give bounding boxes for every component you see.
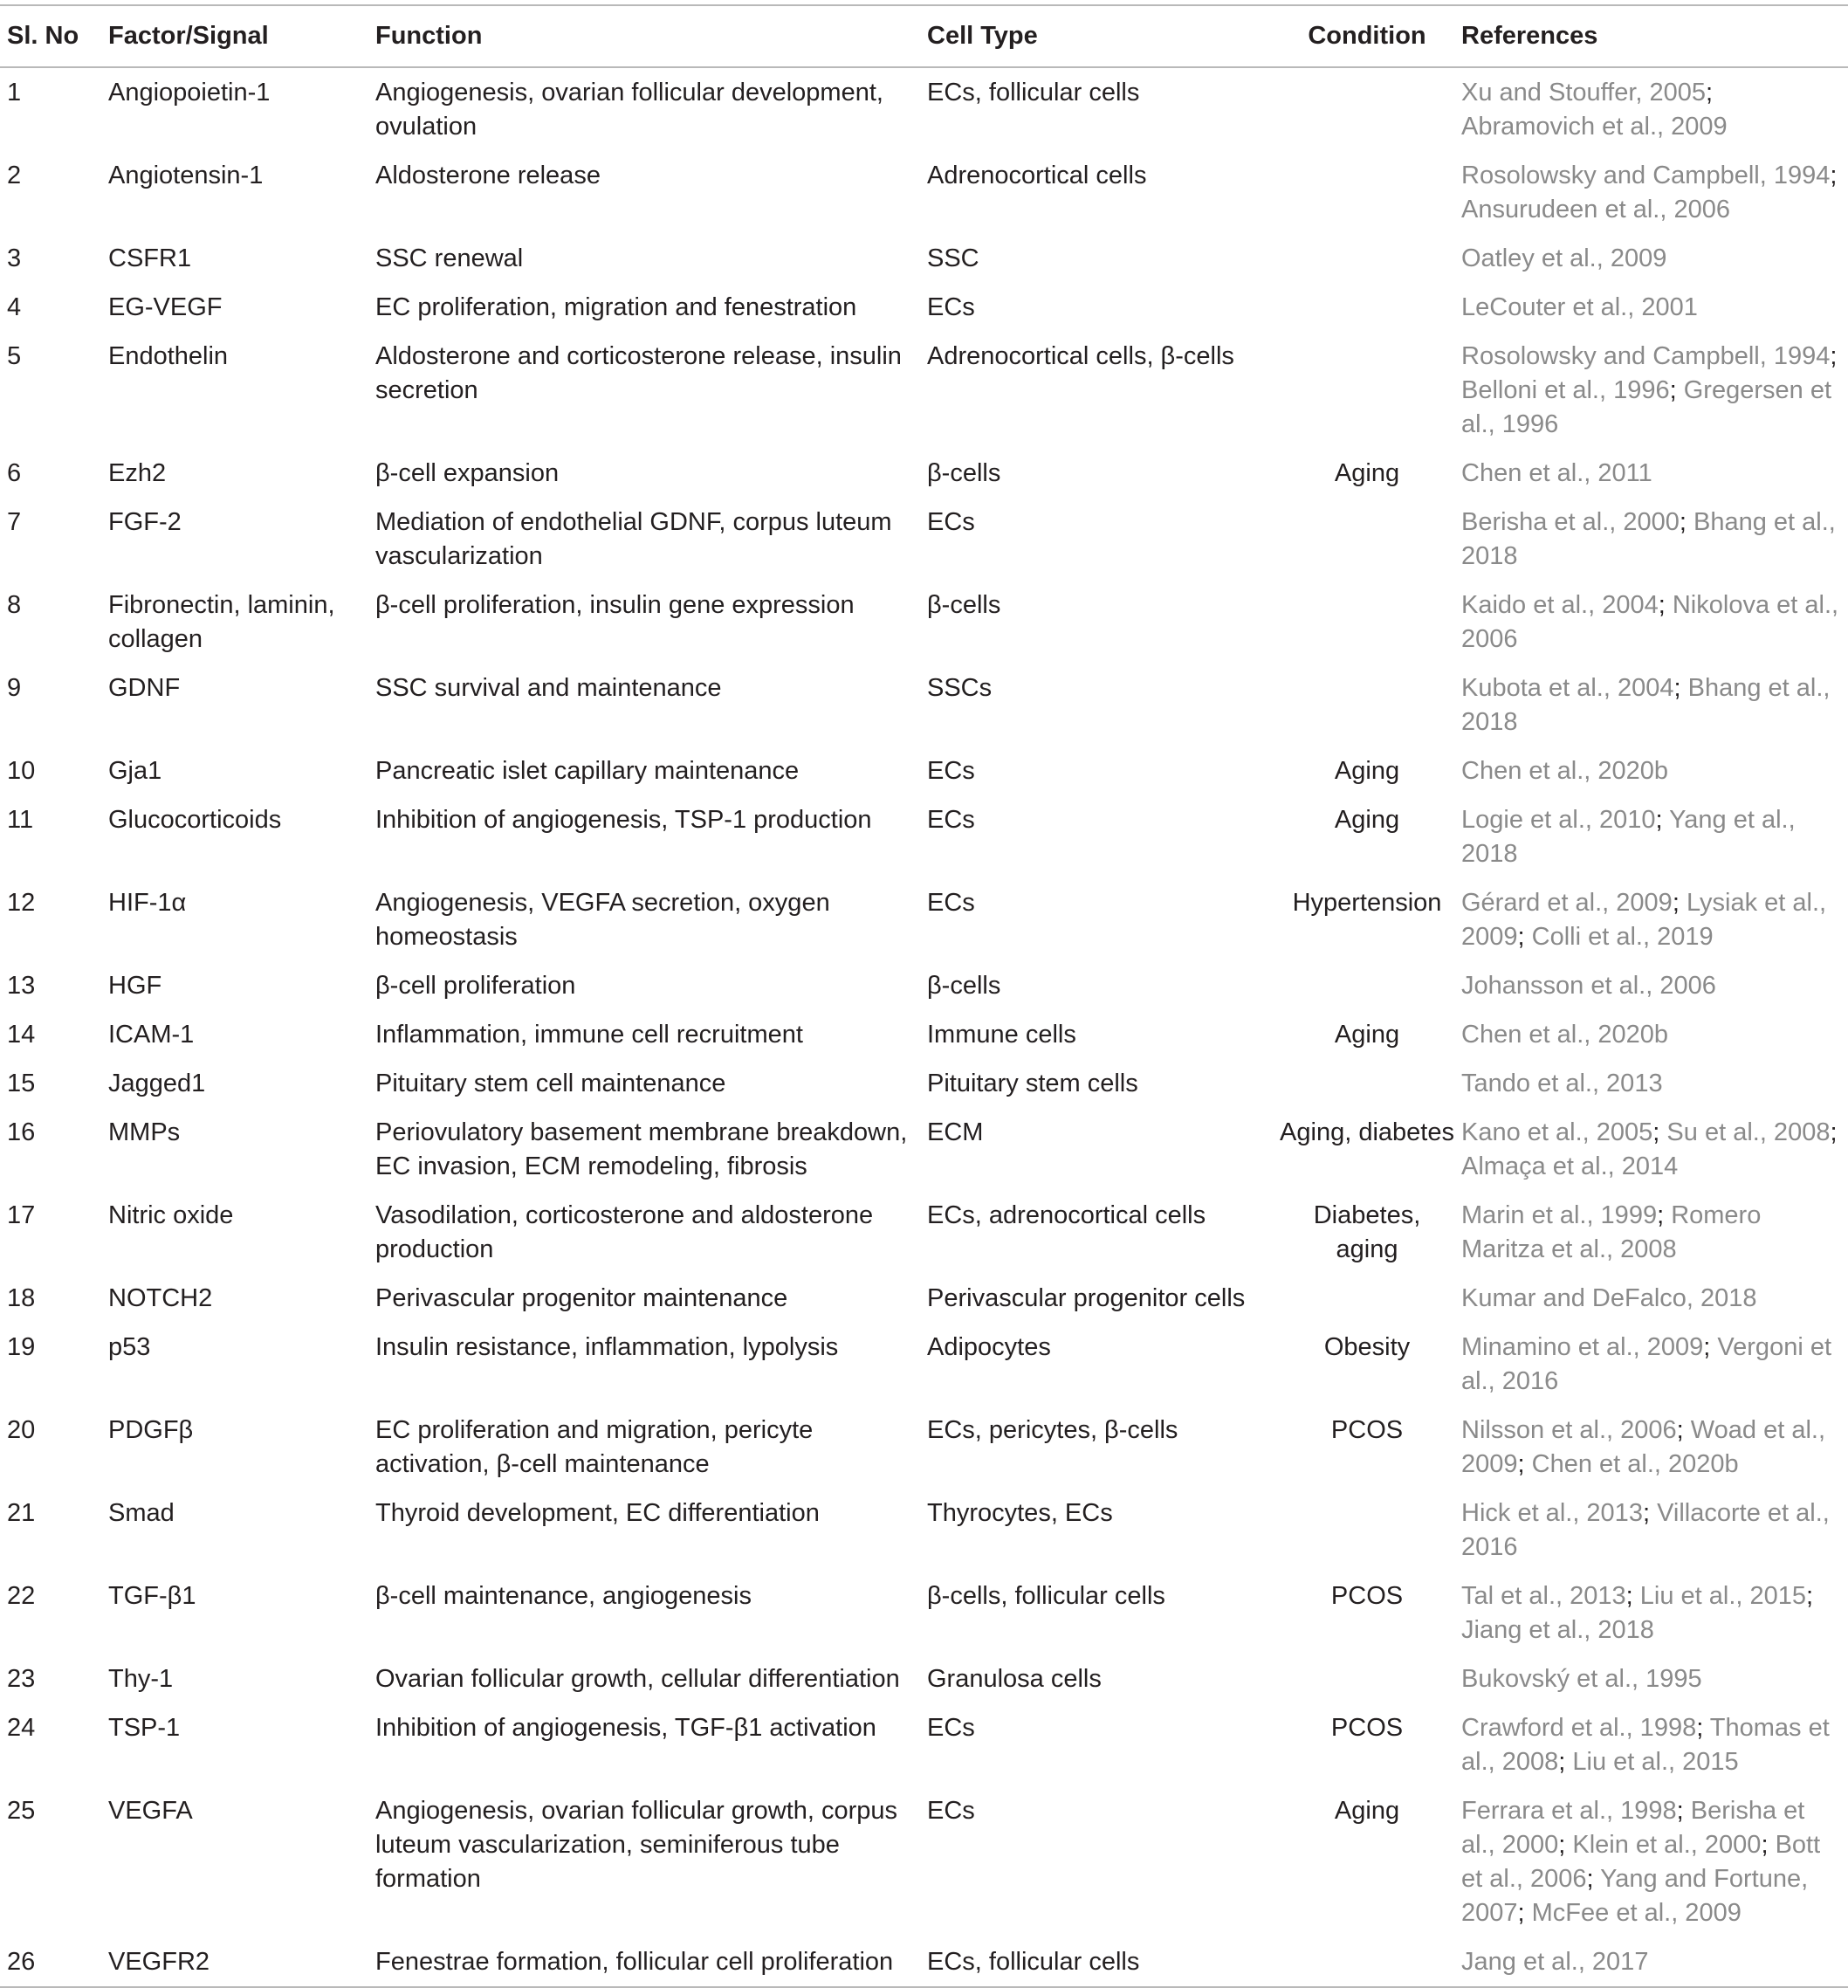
table-row xyxy=(0,961,1848,1010)
cell-sl-no: 18 xyxy=(7,1284,36,1312)
reference-separator: ; xyxy=(1676,1797,1691,1825)
reference-link[interactable]: Bukovský et al., 1995 xyxy=(1461,1665,1702,1693)
reference-link[interactable]: Lysiak et al., 2009 xyxy=(1461,889,1827,951)
table-row xyxy=(0,1274,1848,1323)
cell-condition xyxy=(1280,67,1454,151)
cell-cell-type: ECs xyxy=(927,293,975,321)
cell-references xyxy=(1454,1937,1848,1987)
cell-sl-no: 2 xyxy=(7,162,22,189)
cell-factor-signal: CSFR1 xyxy=(108,244,192,272)
table-row xyxy=(0,1703,1848,1786)
cell-condition: Hypertension xyxy=(1292,889,1442,917)
cell-references xyxy=(1454,449,1848,498)
cell-sl-no: 10 xyxy=(7,757,36,785)
cell-cell-type: ECs xyxy=(927,806,975,834)
table-row xyxy=(0,332,1848,449)
table-row xyxy=(0,1010,1848,1059)
cell-function: Mediation of endothelial GDNF, corpus luteum vascularization xyxy=(375,508,892,570)
cell-function: Inhibition of angiogenesis, TSP-1 production xyxy=(375,806,872,834)
reference-separator: ; xyxy=(1703,1333,1718,1361)
table-row xyxy=(0,746,1848,795)
table-row xyxy=(0,1059,1848,1108)
cell-cell-type: ECs, adrenocortical cells xyxy=(927,1201,1206,1229)
cell-condition: Aging xyxy=(1334,806,1400,834)
cell-cell-type: ECs xyxy=(927,1714,975,1742)
cell-factor-signal: PDGFβ xyxy=(108,1416,194,1444)
reference-link[interactable]: Rosolowsky and Campbell, 1994 xyxy=(1461,342,1831,370)
cell-sl-no: 7 xyxy=(7,508,22,536)
cell-factor-signal: Jagged1 xyxy=(108,1070,206,1097)
reference-separator: ; xyxy=(1806,1582,1814,1610)
cell-function: SSC renewal xyxy=(375,244,524,272)
reference-link[interactable]: Almaça et al., 2014 xyxy=(1461,1152,1679,1180)
reference-link[interactable]: Jang et al., 2017 xyxy=(1461,1948,1649,1976)
cell-cell-type: ECs xyxy=(927,889,975,917)
table-row xyxy=(0,1108,1848,1191)
reference-link[interactable]: Bhang et al., 2018 xyxy=(1461,674,1831,736)
cell-cell-type: ECs xyxy=(927,757,975,785)
reference-separator: ; xyxy=(1517,923,1532,951)
cell-cell-type: Adrenocortical cells xyxy=(927,162,1147,189)
cell-function: Vasodilation, corticosterone and aldosterone production xyxy=(375,1201,874,1263)
reference-separator: ; xyxy=(1558,1831,1573,1859)
reference-separator: ; xyxy=(1761,1831,1776,1859)
header-row xyxy=(0,5,1848,67)
reference-link[interactable]: Kano et al., 2005 xyxy=(1461,1118,1653,1146)
cell-function: Aldosterone and corticosterone release, insulin secretion xyxy=(375,342,902,404)
reference-link[interactable]: Chen et al., 2020b xyxy=(1531,1450,1739,1478)
reference-link[interactable]: Berisha et al., 2000 xyxy=(1461,508,1680,536)
cell-sl-no: 21 xyxy=(7,1499,36,1527)
cell-factor-signal: ICAM-1 xyxy=(108,1021,195,1049)
reference-link[interactable]: Villacorte et al., 2016 xyxy=(1461,1499,1830,1561)
cell-factor-signal: Fibronectin, laminin, collagen xyxy=(108,591,335,653)
reference-link[interactable]: Abramovich et al., 2009 xyxy=(1461,113,1728,141)
reference-link[interactable]: Ansurudeen et al., 2006 xyxy=(1461,196,1730,224)
reference-link[interactable]: Yang and Fortune, 2007 xyxy=(1461,1865,1809,1927)
cell-condition xyxy=(1280,581,1454,664)
cell-condition: Aging xyxy=(1334,1021,1400,1049)
cell-condition: Obesity xyxy=(1323,1333,1411,1361)
reference-link[interactable]: Chen et al., 2020b xyxy=(1461,1021,1669,1049)
cell-references xyxy=(1454,1786,1848,1937)
factor-signal-table xyxy=(0,4,1848,1988)
reference-separator: ; xyxy=(1830,1118,1838,1146)
cell-function: Ovarian follicular growth, cellular differentiation xyxy=(375,1665,900,1693)
cell-condition: Aging xyxy=(1334,459,1400,487)
table-row xyxy=(0,1489,1848,1572)
cell-cell-type: Immune cells xyxy=(927,1021,1076,1049)
cell-cell-type: β-cells xyxy=(927,459,1001,487)
cell-condition xyxy=(1280,1489,1454,1572)
reference-link[interactable]: Marin et al., 1999 xyxy=(1461,1201,1658,1229)
reference-link[interactable]: Belloni et al., 1996 xyxy=(1461,376,1670,404)
reference-link[interactable]: Bott et al., 2006 xyxy=(1461,1831,1821,1893)
cell-cell-type: ECs xyxy=(927,1797,975,1825)
reference-link[interactable]: Yang et al., 2018 xyxy=(1461,806,1796,868)
reference-separator: ; xyxy=(1830,342,1838,370)
cell-factor-signal: MMPs xyxy=(108,1118,181,1146)
reference-link[interactable]: Gérard et al., 2009 xyxy=(1461,889,1673,917)
reference-link[interactable]: Woad et al., 2009 xyxy=(1461,1416,1825,1478)
cell-condition xyxy=(1280,1937,1454,1987)
reference-separator: ; xyxy=(1658,591,1673,619)
reference-separator: ; xyxy=(1696,1714,1710,1742)
table-row xyxy=(0,1406,1848,1489)
cell-factor-signal: Glucocorticoids xyxy=(108,806,282,834)
table-row xyxy=(0,1191,1848,1274)
cell-cell-type: ECM xyxy=(927,1118,984,1146)
reference-separator: ; xyxy=(1517,1899,1532,1927)
cell-condition: PCOS xyxy=(1330,1416,1404,1444)
header-condition: Condition xyxy=(1308,22,1426,50)
reference-separator: ; xyxy=(1586,1865,1601,1893)
cell-condition: Aging, diabetes xyxy=(1280,1118,1454,1146)
cell-references xyxy=(1454,67,1848,151)
cell-cell-type: ECs, pericytes, β-cells xyxy=(927,1416,1178,1444)
table-row xyxy=(0,1572,1848,1654)
cell-function: β-cell expansion xyxy=(375,459,560,487)
cell-sl-no: 19 xyxy=(7,1333,36,1361)
cell-references xyxy=(1454,1572,1848,1654)
cell-condition xyxy=(1280,151,1454,234)
table-row xyxy=(0,283,1848,332)
cell-condition xyxy=(1280,1274,1454,1323)
cell-sl-no: 4 xyxy=(7,293,22,321)
cell-condition: PCOS xyxy=(1330,1714,1404,1742)
cell-function: Perivascular progenitor maintenance xyxy=(375,1284,788,1312)
header-sl-no: Sl. No xyxy=(7,22,79,50)
cell-sl-no: 13 xyxy=(7,972,36,1000)
cell-factor-signal: VEGFA xyxy=(108,1797,193,1825)
cell-function: Inflammation, immune cell recruitment xyxy=(375,1021,803,1049)
cell-references xyxy=(1454,1489,1848,1572)
cell-references xyxy=(1454,1703,1848,1786)
table-header xyxy=(0,5,1848,67)
reference-separator: ; xyxy=(1676,1416,1691,1444)
cell-references xyxy=(1454,498,1848,581)
cell-sl-no: 8 xyxy=(7,591,22,619)
cell-references xyxy=(1454,1191,1848,1274)
table-row xyxy=(0,1654,1848,1703)
reference-separator: ; xyxy=(1642,1499,1658,1527)
cell-sl-no: 12 xyxy=(7,889,36,917)
reference-link[interactable]: Kaido et al., 2004 xyxy=(1461,591,1659,619)
reference-link[interactable]: Berisha et al., 2000 xyxy=(1461,1797,1805,1859)
reference-link[interactable]: Thomas et al., 2008 xyxy=(1461,1714,1830,1776)
table-row xyxy=(0,795,1848,878)
cell-function: β-cell maintenance, angiogenesis xyxy=(375,1582,752,1610)
cell-factor-signal: Smad xyxy=(108,1499,175,1527)
reference-link[interactable]: Nikolova et al., 2006 xyxy=(1461,591,1839,653)
cell-sl-no: 26 xyxy=(7,1948,36,1976)
cell-sl-no: 25 xyxy=(7,1797,36,1825)
reference-separator: ; xyxy=(1657,1201,1672,1229)
cell-cell-type: β-cells xyxy=(927,972,1001,1000)
reference-link[interactable]: McFee et al., 2009 xyxy=(1531,1899,1742,1927)
cell-factor-signal: Angiotensin-1 xyxy=(108,162,264,189)
table-body xyxy=(0,67,1848,1987)
cell-condition xyxy=(1280,283,1454,332)
cell-function: Pancreatic islet capillary maintenance xyxy=(375,757,800,785)
cell-references xyxy=(1454,1059,1848,1108)
cell-condition xyxy=(1280,234,1454,283)
table-row xyxy=(0,67,1848,151)
cell-cell-type: ECs xyxy=(927,508,975,536)
cell-references xyxy=(1454,234,1848,283)
reference-link[interactable]: Tal et al., 2013 xyxy=(1461,1582,1626,1610)
cell-factor-signal: HGF xyxy=(108,972,162,1000)
cell-sl-no: 11 xyxy=(7,806,34,834)
header-cell-type: Cell Type xyxy=(927,22,1038,50)
cell-factor-signal: FGF-2 xyxy=(108,508,182,536)
header-factor-signal: Factor/Signal xyxy=(108,22,269,50)
cell-references xyxy=(1454,1108,1848,1191)
table-row xyxy=(0,449,1848,498)
cell-function: Angiogenesis, ovarian follicular development, ovulation xyxy=(375,79,883,141)
cell-condition: Aging xyxy=(1334,1797,1400,1825)
cell-references xyxy=(1454,961,1848,1010)
cell-factor-signal: Endothelin xyxy=(108,342,229,370)
reference-link[interactable]: Liu et al., 2015 xyxy=(1572,1748,1739,1776)
cell-sl-no: 17 xyxy=(7,1201,36,1229)
table-row xyxy=(0,234,1848,283)
reference-separator: ; xyxy=(1673,674,1688,702)
cell-condition: PCOS xyxy=(1330,1582,1404,1610)
reference-link[interactable]: Ferrara et al., 1998 xyxy=(1461,1797,1677,1825)
cell-factor-signal: Gja1 xyxy=(108,757,162,785)
reference-separator: ; xyxy=(1830,162,1838,189)
table-row xyxy=(0,664,1848,746)
cell-factor-signal: GDNF xyxy=(108,674,181,702)
reference-link[interactable]: Romero Maritza et al., 2008 xyxy=(1461,1201,1762,1263)
cell-cell-type: ECs, follicular cells xyxy=(927,1948,1140,1976)
cell-sl-no: 24 xyxy=(7,1714,36,1742)
cell-references xyxy=(1454,151,1848,234)
cell-sl-no: 16 xyxy=(7,1118,36,1146)
reference-link[interactable]: Colli et al., 2019 xyxy=(1531,923,1714,951)
reference-separator: ; xyxy=(1652,1118,1667,1146)
reference-separator: ; xyxy=(1655,806,1670,834)
cell-function: EC proliferation, migration and fenestration xyxy=(375,293,857,321)
cell-function: Thyroid development, EC differentiation xyxy=(375,1499,820,1527)
cell-references xyxy=(1454,1274,1848,1323)
reference-separator: ; xyxy=(1669,376,1684,404)
header-function: Function xyxy=(375,22,483,50)
reference-link[interactable]: Vergoni et al., 2016 xyxy=(1461,1333,1832,1395)
cell-factor-signal: HIF-1α xyxy=(108,889,187,917)
reference-separator: ; xyxy=(1517,1450,1532,1478)
reference-link[interactable]: Klein et al., 2000 xyxy=(1572,1831,1762,1859)
cell-cell-type: Adipocytes xyxy=(927,1333,1051,1361)
cell-sl-no: 9 xyxy=(7,674,22,702)
cell-cell-type: ECs, follicular cells xyxy=(927,79,1140,107)
table-row xyxy=(0,1937,1848,1987)
cell-factor-signal: VEGFR2 xyxy=(108,1948,210,1976)
reference-link[interactable]: Logie et al., 2010 xyxy=(1461,806,1656,834)
cell-cell-type: Adrenocortical cells, β-cells xyxy=(927,342,1234,370)
table-row xyxy=(0,878,1848,961)
reference-separator: ; xyxy=(1625,1582,1640,1610)
cell-references xyxy=(1454,1323,1848,1406)
cell-condition xyxy=(1280,332,1454,449)
cell-factor-signal: Nitric oxide xyxy=(108,1201,234,1229)
cell-references xyxy=(1454,746,1848,795)
cell-references xyxy=(1454,283,1848,332)
cell-references xyxy=(1454,664,1848,746)
reference-link[interactable]: Oatley et al., 2009 xyxy=(1461,244,1667,272)
reference-link[interactable]: Chen et al., 2011 xyxy=(1461,459,1652,487)
cell-factor-signal: TGF-β1 xyxy=(108,1582,196,1610)
reference-link[interactable]: Crawford et al., 1998 xyxy=(1461,1714,1697,1742)
cell-references xyxy=(1454,581,1848,664)
cell-condition xyxy=(1280,961,1454,1010)
table-row xyxy=(0,1786,1848,1937)
table-row xyxy=(0,498,1848,581)
reference-separator: ; xyxy=(1672,889,1687,917)
cell-references xyxy=(1454,878,1848,961)
cell-factor-signal: Angiopoietin-1 xyxy=(108,79,271,107)
reference-link[interactable]: Bhang et al., 2018 xyxy=(1461,508,1836,570)
reference-link[interactable]: Liu et al., 2015 xyxy=(1639,1582,1807,1610)
cell-sl-no: 15 xyxy=(7,1070,36,1097)
cell-function: Pituitary stem cell maintenance xyxy=(375,1070,726,1097)
cell-function: Aldosterone release xyxy=(375,162,601,189)
cell-factor-signal: EG-VEGF xyxy=(108,293,223,321)
cell-references xyxy=(1454,332,1848,449)
cell-factor-signal: p53 xyxy=(108,1333,151,1361)
cell-function: Fenestrae formation, follicular cell proliferation xyxy=(375,1948,894,1976)
cell-condition xyxy=(1280,1654,1454,1703)
cell-condition xyxy=(1280,1059,1454,1108)
cell-sl-no: 20 xyxy=(7,1416,36,1444)
cell-cell-type: β-cells, follicular cells xyxy=(927,1582,1165,1610)
reference-separator: ; xyxy=(1558,1748,1573,1776)
reference-link[interactable]: Johansson et al., 2006 xyxy=(1461,972,1716,1000)
cell-function: Insulin resistance, inflammation, lypolysis xyxy=(375,1333,839,1361)
cell-references xyxy=(1454,1406,1848,1489)
cell-cell-type: SSC xyxy=(927,244,979,272)
cell-sl-no: 14 xyxy=(7,1021,36,1049)
cell-sl-no: 3 xyxy=(7,244,22,272)
cell-cell-type: Pituitary stem cells xyxy=(927,1070,1138,1097)
reference-link[interactable]: Xu and Stouffer, 2005 xyxy=(1461,79,1707,107)
cell-function: β-cell proliferation xyxy=(375,972,576,1000)
cell-factor-signal: TSP-1 xyxy=(108,1714,181,1742)
cell-function: EC proliferation and migration, pericyte activation, β-cell maintenance xyxy=(375,1416,814,1478)
cell-cell-type: SSCs xyxy=(927,674,993,702)
cell-sl-no: 6 xyxy=(7,459,22,487)
header-references: References xyxy=(1461,22,1598,50)
reference-link[interactable]: Hick et al., 2013 xyxy=(1461,1499,1643,1527)
cell-factor-signal: NOTCH2 xyxy=(108,1284,213,1312)
reference-link[interactable]: Tando et al., 2013 xyxy=(1461,1070,1663,1097)
cell-function: Angiogenesis, ovarian follicular growth, corpus luteum vascularization, seminiferous tube formation xyxy=(375,1797,898,1893)
cell-condition: Diabetes, aging xyxy=(1313,1201,1421,1263)
table-row xyxy=(0,1323,1848,1406)
reference-link[interactable]: LeCouter et al., 2001 xyxy=(1461,293,1698,321)
cell-references xyxy=(1454,1010,1848,1059)
cell-sl-no: 1 xyxy=(7,79,22,107)
reference-link[interactable]: Jiang et al., 2018 xyxy=(1461,1616,1654,1644)
reference-separator: ; xyxy=(1706,79,1714,107)
cell-function: Angiogenesis, VEGFA secretion, oxygen homeostasis xyxy=(375,889,830,951)
reference-link[interactable]: Su et al., 2008 xyxy=(1666,1118,1831,1146)
reference-link[interactable]: Kumar and DeFalco, 2018 xyxy=(1461,1284,1757,1312)
reference-link[interactable]: Gregersen et al., 1996 xyxy=(1461,376,1832,438)
reference-link[interactable]: Rosolowsky and Campbell, 1994 xyxy=(1461,162,1831,189)
reference-separator: ; xyxy=(1679,508,1694,536)
cell-factor-signal: Ezh2 xyxy=(108,459,167,487)
reference-link[interactable]: Chen et al., 2020b xyxy=(1461,757,1669,785)
table-row xyxy=(0,581,1848,664)
cell-condition xyxy=(1280,498,1454,581)
cell-function: β-cell proliferation, insulin gene expression xyxy=(375,591,855,619)
reference-link[interactable]: Minamino et al., 2009 xyxy=(1461,1333,1704,1361)
cell-condition xyxy=(1280,664,1454,746)
cell-references xyxy=(1454,1654,1848,1703)
table-row xyxy=(0,151,1848,234)
cell-sl-no: 23 xyxy=(7,1665,36,1693)
cell-function: Inhibition of angiogenesis, TGF-β1 activation xyxy=(375,1714,876,1742)
cell-factor-signal: Thy-1 xyxy=(108,1665,174,1693)
cell-function: SSC survival and maintenance xyxy=(375,674,722,702)
cell-cell-type: Perivascular progenitor cells xyxy=(927,1284,1246,1312)
cell-references xyxy=(1454,795,1848,878)
cell-sl-no: 22 xyxy=(7,1582,36,1610)
reference-link[interactable]: Kubota et al., 2004 xyxy=(1461,674,1674,702)
reference-link[interactable]: Nilsson et al., 2006 xyxy=(1461,1416,1677,1444)
cell-function: Periovulatory basement membrane breakdown, EC invasion, ECM remodeling, fibrosis xyxy=(375,1118,908,1180)
cell-cell-type: Granulosa cells xyxy=(927,1665,1102,1693)
cell-cell-type: Thyrocytes, ECs xyxy=(927,1499,1113,1527)
cell-cell-type: β-cells xyxy=(927,591,1001,619)
cell-sl-no: 5 xyxy=(7,342,22,370)
cell-condition: Aging xyxy=(1334,757,1400,785)
